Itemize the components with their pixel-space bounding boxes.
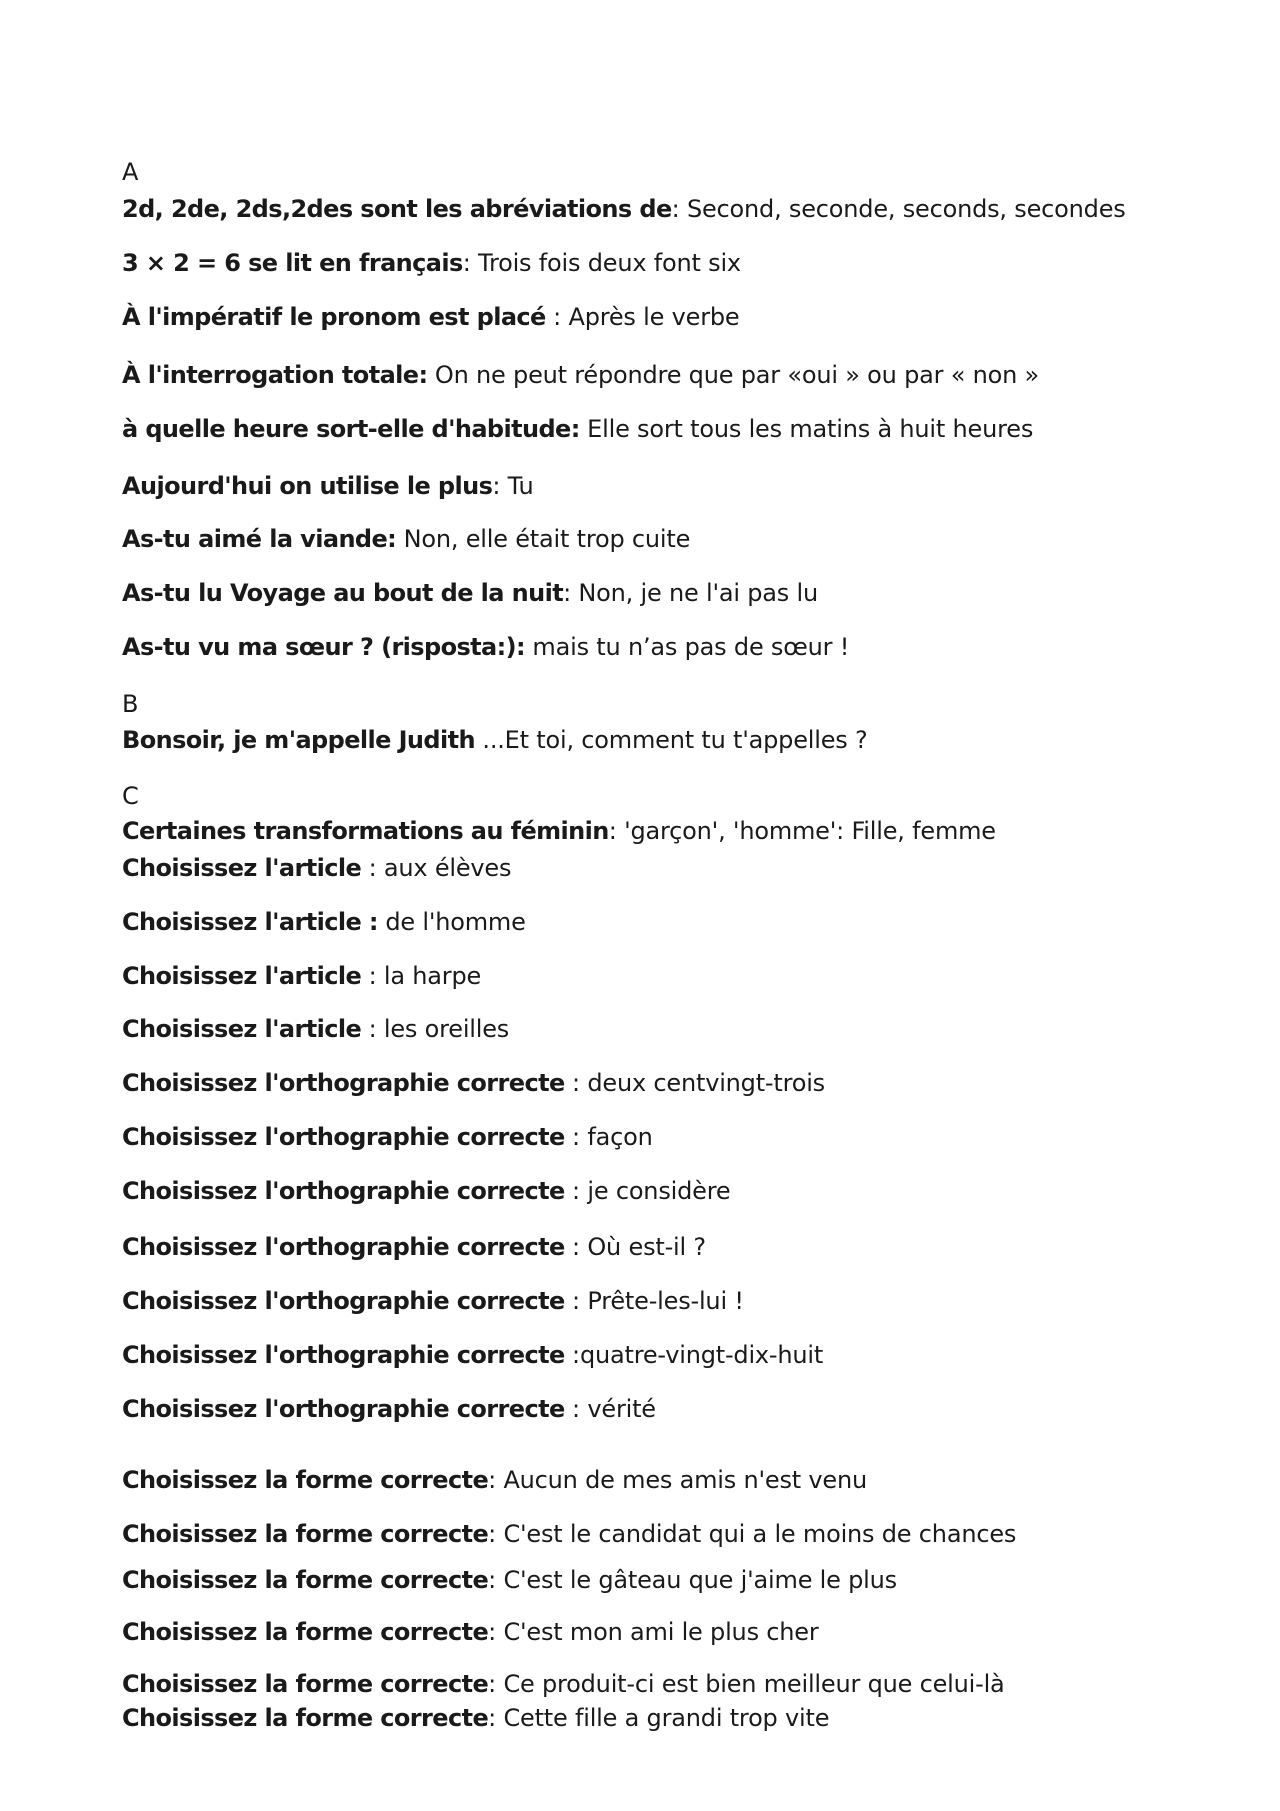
entry-answer: : Après le verbe: [545, 303, 740, 331]
entry-question: Choisissez l'orthographie correcte: [122, 1341, 565, 1369]
entry-question: À l'impératif le pronom est placé: [122, 303, 546, 331]
entry-answer: : C'est le gâteau que j'aime le plus: [488, 1566, 897, 1594]
section-letter-a: A: [122, 158, 139, 186]
entry-line: [122, 907, 526, 937]
entry-answer: : Tu: [492, 472, 534, 500]
entry-line: [122, 414, 1033, 444]
entry-line: [122, 360, 1039, 390]
entry-answer: : façon: [564, 1123, 653, 1151]
entry-line: [122, 1519, 1016, 1549]
entry-line: [122, 816, 996, 846]
entry-answer: : je considère: [564, 1177, 731, 1205]
entry-answer: : Non, je ne l'ai pas lu: [563, 579, 819, 607]
entry-question: Choisissez l'orthographie correcte: [122, 1069, 565, 1097]
entry-answer: : Où est-il ?: [564, 1233, 706, 1261]
entry-answer: : Second, seconde, seconds, secondes: [671, 195, 1126, 223]
section-letter-b: B: [122, 690, 139, 718]
entry-line: [122, 471, 533, 501]
entry-question: Choisissez la forme correcte: [122, 1520, 489, 1548]
entry-line: [122, 1014, 509, 1044]
entry-line: [122, 1176, 730, 1206]
entry-answer: : Aucun de mes amis n'est venu: [488, 1466, 868, 1494]
entry-line: [122, 1122, 653, 1152]
entry-line: [122, 524, 690, 554]
entry-question: Choisissez la forme correcte: [122, 1466, 489, 1494]
entry-question: 3 × 2 = 6 se lit en français: [122, 249, 463, 277]
entry-question: Choisissez l'article :: [122, 908, 378, 936]
entry-line: [122, 1286, 744, 1316]
entry-line: [122, 1617, 819, 1647]
entry-line: [122, 1232, 706, 1262]
entry-line: [122, 1669, 1005, 1699]
entry-question: Choisissez l'orthographie correcte: [122, 1395, 565, 1423]
entry-answer: : Trois fois deux font six: [462, 249, 741, 277]
section-letter-c: C: [122, 782, 139, 810]
entry-answer: : vérité: [564, 1395, 656, 1423]
entry-question: Aujourd'hui on utilise le plus: [122, 472, 493, 500]
entry-line: [122, 248, 741, 278]
entry-answer: : 'garçon', 'homme': Fille, femme: [608, 817, 996, 845]
entry-question: Choisissez l'article: [122, 1015, 362, 1043]
entry-answer: mais tu n’as pas de sœur !: [524, 633, 850, 661]
entry-answer: ...Et toi, comment tu t'appelles ?: [474, 726, 868, 754]
entry-answer: : Cette fille a grandi trop vite: [488, 1704, 830, 1732]
entry-question: Choisissez la forme correcte: [122, 1566, 489, 1594]
entry-line: [122, 1565, 897, 1595]
entry-line: [122, 578, 818, 608]
entry-question: Choisissez l'article: [122, 854, 362, 882]
entry-question: Choisissez la forme correcte: [122, 1704, 489, 1732]
entry-line: [122, 961, 481, 991]
entry-answer: :quatre-vingt-dix-huit: [564, 1341, 824, 1369]
entry-question: As-tu vu ma sœur ? (risposta:):: [122, 633, 525, 661]
entry-answer: : Prête-les-lui !: [564, 1287, 744, 1315]
entry-line: [122, 1465, 867, 1495]
entry-line: [122, 1703, 829, 1733]
entry-line: [122, 632, 849, 662]
entry-question: As-tu aimé la viande:: [122, 525, 397, 553]
entry-question: Choisissez la forme correcte: [122, 1618, 489, 1646]
entry-question: Choisissez l'orthographie correcte: [122, 1177, 565, 1205]
entry-question: Certaines transformations au féminin: [122, 817, 609, 845]
entry-answer: : aux élèves: [361, 854, 512, 882]
entry-question: Bonsoir, je m'appelle Judith: [122, 726, 475, 754]
entry-answer: : la harpe: [361, 962, 482, 990]
entry-question: Choisissez l'orthographie correcte: [122, 1233, 565, 1261]
entry-answer: : les oreilles: [361, 1015, 510, 1043]
entry-question: As-tu lu Voyage au bout de la nuit: [122, 579, 564, 607]
entry-answer: On ne peut répondre que par «oui » ou par « non »: [427, 361, 1040, 389]
entry-line: [122, 1394, 656, 1424]
entry-question: à quelle heure sort-elle d'habitude:: [122, 415, 580, 443]
entry-line: [122, 853, 511, 883]
entry-answer: : deux centvingt-trois: [564, 1069, 825, 1097]
entry-line: [122, 302, 739, 332]
entry-line: [122, 194, 1126, 224]
entry-answer: Elle sort tous les matins à huit heures: [579, 415, 1034, 443]
entry-answer: : C'est le candidat qui a le moins de chances: [488, 1520, 1017, 1548]
entry-question: Choisissez l'article: [122, 962, 362, 990]
entry-question: Choisissez la forme correcte: [122, 1670, 489, 1698]
entry-question: Choisissez l'orthographie correcte: [122, 1287, 565, 1315]
entry-question: Choisissez l'orthographie correcte: [122, 1123, 565, 1151]
entry-line: [122, 1068, 825, 1098]
entry-answer: : C'est mon ami le plus cher: [488, 1618, 819, 1646]
entry-answer: de l'homme: [377, 908, 526, 936]
entry-question: 2d, 2de, 2ds,2des sont les abréviations de: [122, 195, 672, 223]
entry-question: À l'interrogation totale:: [122, 361, 428, 389]
entry-line: [122, 1340, 823, 1370]
entry-answer: Non, elle était trop cuite: [396, 525, 691, 553]
entry-line: [122, 725, 868, 755]
entry-answer: : Ce produit-ci est bien meilleur que celui-là: [488, 1670, 1005, 1698]
